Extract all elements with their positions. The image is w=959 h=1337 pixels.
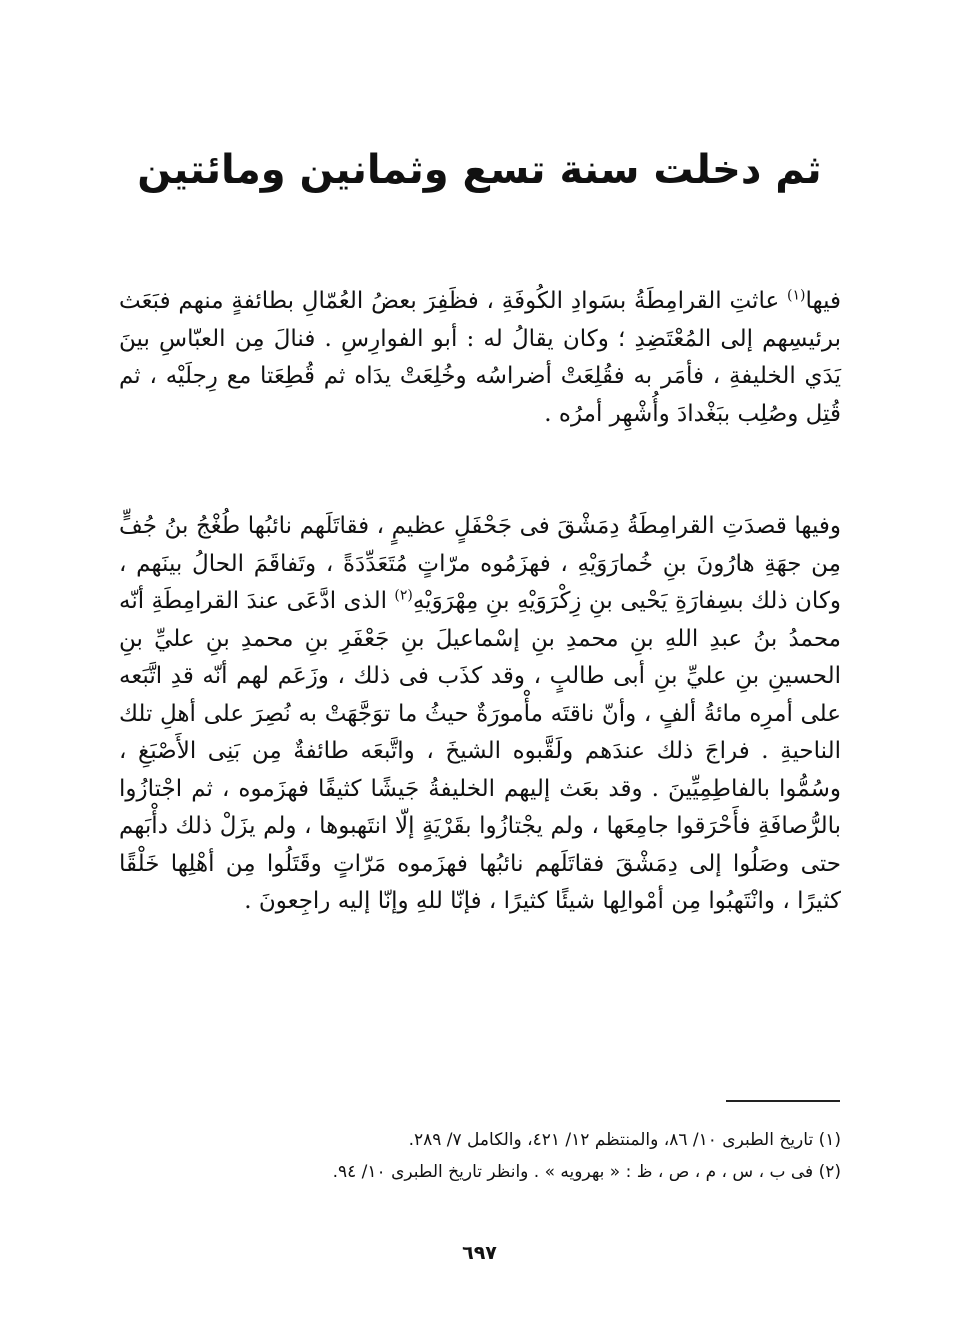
paragraph-2 (119, 508, 841, 921)
paragraph-1-part-2: عاثتِ القرامِطَةُ بسَوادِ الكُوفَةِ ، فظَفِرَ بعضُ العُمّالِ بطائفةٍ منهم فبَعَث برئيسِهم إلى المُعْتَضِدِ ؛ وكان يقالُ له : أبو الفوارِسِ . فنالَ مِن العبّاسِ بينَ يَدَي الخليفةِ ، فأمَر به فقُلِعَتْ أضراسُه وخُلِعَتْ يدَاه ثم قُطِعَتا مع رِجلَيْه ، ثم قُتِل وصُلِب ببَغْدادَ وأُشْهِر أمرُه . (119, 288, 841, 427)
paragraph-2-part-1: وفيها قصدَتِ القرامِطَةُ دِمَشْقَ فى جَحْفَلٍ عظيمٍ ، فقاتَلَهم نائبُها طُغْجُ بنُ جُفٍّ مِن جهَةِ هارُونَ بنِ خُمارَوَيْهِ ، فهزَمُوه مرّاتٍ مُتَعَدِّدَةً ، وتَفاقَمَ الحالُ بينَهم ، وكان ذلك بسِفارَةِ يَحْيى بنِ زِكْرَوَيْهِ بنِ مِهْرَوَيْهِ (119, 513, 842, 614)
footnote-ref-1[interactable]: (١) (786, 287, 806, 304)
footnote-ref-2[interactable]: (٢) (394, 587, 413, 604)
chapter-title: ثم دخلت سنة تسع وثمانين ومائتين (137, 147, 822, 193)
footnote-2: (٢) فى ب ، س ، م ، ص ، ظ : « بهرويه » . وانظر تاريخ الطبرى ١٠/ ٩٤. (332, 1162, 841, 1182)
footnote-1: (١) تاريخ الطبرى ١٠/ ٨٦، والمنتظم ١٢/ ٤٢١، والكامل ٧/ ٢٨٩. (408, 1130, 841, 1150)
footnote-separator (726, 1100, 840, 1102)
paragraph-2-part-2: الذى ادَّعَى عندَ القرامِطَةِ أنّه محمدُ بنُ عبدِ اللهِ بنِ محمدِ بنِ إسْماعيلَ بنِ جَعْفَرِ بنِ محمدِ بنِ عليِّ بنِ الحسينِ بنِ عليِّ بنِ أبى طالبٍ ، وقد كذَب فى ذلك ، وزَعَم لهم أنّه قدِ اتَّبَعه على أمرِه مائةُ ألفٍ ، وأنّ ناقتَه مأْمورَةٌ حيثُ ما توَجَّهَتْ به نُصِرَ على أهلِ تلك الناحيةِ . فراجَ ذلك عندَهم ولَقَّبوه الشيخَ ، واتَّبعَه طائفةٌ مِن بَنِى الأَصْبَغِ ، وسُمُّوا بالفاطِمِيِّينَ . وقد بعَث إليهم الخليفةُ جَيشًا كثيفًا فهزَموه ، ثم اجْتازُوا بالرُّصافَةِ فأَحْرَقوا جامِعَها ، ولم يجْتازُوا بقَرْيَةٍ إلّا انتَهبوها ، ولم يزَلْ ذلك دأْبَهم حتى وصَلُوا إلى دِمَشْقَ فقاتَلَهم نائبُها فهزَموه مَرّاتٍ وقَتَلُوا مِن أهْلِها خَلْقًا كثيرًا ، وانْتَهبُوا مِن أمْوالِها شيئًا كثيرًا ، فإنّا للهِ وإنّا إليه راجِعونَ . (119, 588, 841, 914)
paragraph-1-part-1: فيها (805, 288, 841, 314)
paragraph-1 (119, 283, 841, 433)
page-number: ٦٩٧ (462, 1242, 497, 1264)
footnotes-list (119, 1124, 841, 1188)
